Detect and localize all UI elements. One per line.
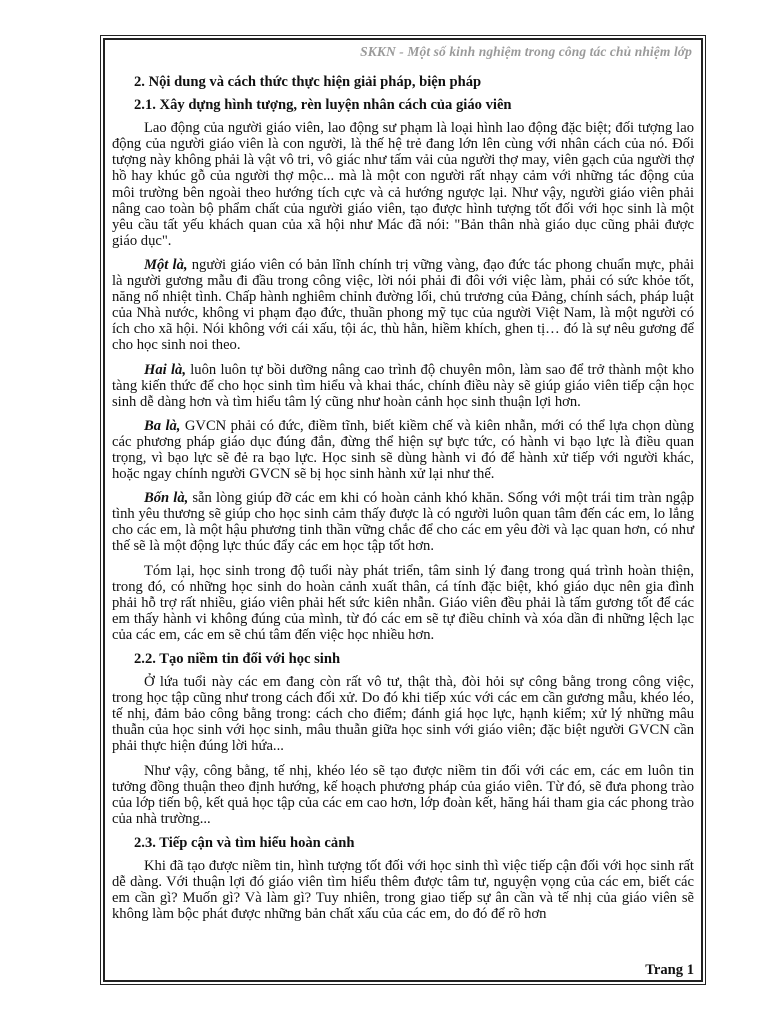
paragraph-text: GVCN phải có đức, điềm tĩnh, biết kiềm chế và kiên nhẫn, mới có thể lựa chọn dùng các phương pháp giáo dục đúng đắn, đừng thể hiện sự bực tức, có hành vi bạo lực là điều quan trọng, vì bạo lực sẽ đẻ ra bạo lực. Học sinh sẽ dùng hành vi đó để hành xử tiếp với người khác, hoặc ngay chính người GVCN sẽ bị học sinh hành xử lại như thế. xyxy=(112,417,694,483)
paragraph-lead: Ba là, xyxy=(144,417,181,434)
paragraph-text: người giáo viên có bản lĩnh chính trị vững vàng, đạo đức tác phong chuẩn mực, phải là người gương mẫu đi đầu trong công việc, lời nói phải đi đôi với việc làm, phải có sức khỏe tốt, năng nổ nhiệt tình. Chấp hành nghiêm chỉnh đường lối, chủ trương của Đảng, chính sách, pháp luật của Nhà nước, không vi phạm đạo đức, thuần phong mỹ tục của người Việt Nam, là một người có ích cho xã hội. Nói không với cái xấu, tội ác, thù hằn, hiềm khích, ghen tị… đó là sự nêu gương để cho học sinh noi theo. xyxy=(112,256,694,354)
paragraph xyxy=(112,362,694,410)
paragraph xyxy=(112,418,694,482)
paragraph xyxy=(112,858,694,922)
section-2-3-title: 2.3. Tiếp cận và tìm hiểu hoàn cảnh xyxy=(134,834,355,851)
paragraph-text: luôn luôn tự bồi dưỡng nâng cao trình độ chuyên môn, làm sao để trở thành một kho tàng kiến thức để cho học sinh tìm hiểu và khai thác, chính điều này sẽ giúp giáo viên tiếp cận học sinh dễ dàng hơn và tìm hiểu tâm lý cũng như hoàn cảnh học sinh thuận lợi hơn. xyxy=(112,361,694,410)
paragraph xyxy=(112,257,694,354)
paragraph xyxy=(112,563,694,643)
paragraph xyxy=(112,674,694,754)
paragraph xyxy=(112,763,694,827)
paragraph-lead: Bốn là, xyxy=(144,490,189,507)
running-header: SKKN - Một số kinh nghiệm trong công tác chủ nhiệm lớp xyxy=(360,44,692,59)
section-2-1-title: 2.1. Xây dựng hình tượng, rèn luyện nhân cách của giáo viên xyxy=(134,97,512,114)
document-body xyxy=(112,74,694,930)
paragraph xyxy=(112,490,694,554)
paragraph-lead: Hai là, xyxy=(144,361,186,378)
paragraph-lead: Một là, xyxy=(144,256,188,273)
section-2-2-title: 2.2. Tạo niềm tin đối với học sinh xyxy=(134,651,341,667)
paragraph-text: Lao động của người giáo viên, lao động sư phạm là loại hình lao động đặc biệt; đối tượng lao động của người giáo viên là con người, là thế hệ trẻ đang lớn lên cùng với nhân cách của nó. Đối tượng này không phải là vật vô tri, vô giác như tấm vải của người thợ may, viên gạch của người thợ hồ hay khúc gỗ của người thợ mộc... mà là một con người rất nhạy cảm với những tác động của môi trường bên ngoài theo hướng tích cực và cả hướng ngược lại. Như vậy, người giáo viên phải nâng cao toàn bộ phẩm chất của người giáo viên, tạo được hình tượng tốt đối với học sinh là một yêu cầu tất yếu khách quan của xã hội như Mác đã nói: "Bản thân nhà giáo dục cũng phải được giáo dục". xyxy=(112,120,694,249)
paragraph-text: Tóm lại, học sinh trong độ tuổi này phát triển, tâm sinh lý đang trong quá trình hoàn thiện, trong đó, có những học sinh do hoàn cảnh xuất thân, cá tính đặc biệt, khó giáo dục nên gia đình phải hỗ trợ rất nhiều, giáo viên phải hết sức kiên nhẫn. Giáo viên đều phải là tấm gương tốt để các em thấy hành vi không đúng của mình, từ đó các em sẽ tự điều chỉnh và xóa dần đi những lệch lạc của các em, các em sẽ chú tâm đến việc học nhiều hơn. xyxy=(112,562,694,643)
paragraph-text: sẵn lòng giúp đỡ các em khi có hoàn cảnh khó khăn. Sống với một trái tim tràn ngập tình yêu thương sẽ giúp cho học sinh cảm thấy được là có người luôn quan tâm đến các em, lo lắng cho các em, là một hậu phương tinh thần vững chắc để cho các em yêu đời và lạc quan hơn, có như thế sẽ là một động lực thúc đẩy các em học tập tốt hơn. xyxy=(112,490,694,555)
paragraph-text: Khi đã tạo được niềm tin, hình tượng tốt đối với học sinh thì việc tiếp cận đối với học sinh rất dễ dàng. Với thuận lợi đó giáo viên tìm hiểu thêm được tâm tư, nguyện vọng của các em, biết các em cần gì? Muốn gì? Và làm gì? Tuy nhiên, trong giao tiếp sự ân cần và tế nhị của giáo viên sẽ không làm bộc phát được những bản chất xấu của các em, do đó để rõ hơn xyxy=(112,858,694,923)
paragraph-text: Ở lứa tuổi này các em đang còn rất vô tư, thật thà, đòi hỏi sự công bằng trong công việc, trong học tập cũng như trong cách đối xử. Do đó khi tiếp xúc với các em cần gương mẫu, khéo léo, tế nhị, đảm bảo công bằng trong: cách cho điểm; đánh giá học lực, hạnh kiểm; xử lý những mâu thuẫn của học sinh với học sinh, mâu thuẫn giữa học sinh với giáo viên; đặc biệt người GVCN cần phải thực hiện đúng lời hứa... xyxy=(112,674,694,755)
page-number: Trang 1 xyxy=(645,962,694,978)
paragraph xyxy=(112,120,694,249)
section-2-title: 2. Nội dung và cách thức thực hiện giải pháp, biện pháp xyxy=(134,74,482,90)
paragraph-text: Như vậy, công bằng, tế nhị, khéo léo sẽ tạo được niềm tin đối với các em, các em luôn tin tưởng đồng thuận theo định hướng, kế hoạch phương pháp của giáo viên. Từ đó, sẽ đưa phong trào của lớp tiến bộ, kết quả học tập của các em cao hơn, lớp đoàn kết, hăng hái tham gia các phong trào của nhà trường... xyxy=(112,762,694,827)
